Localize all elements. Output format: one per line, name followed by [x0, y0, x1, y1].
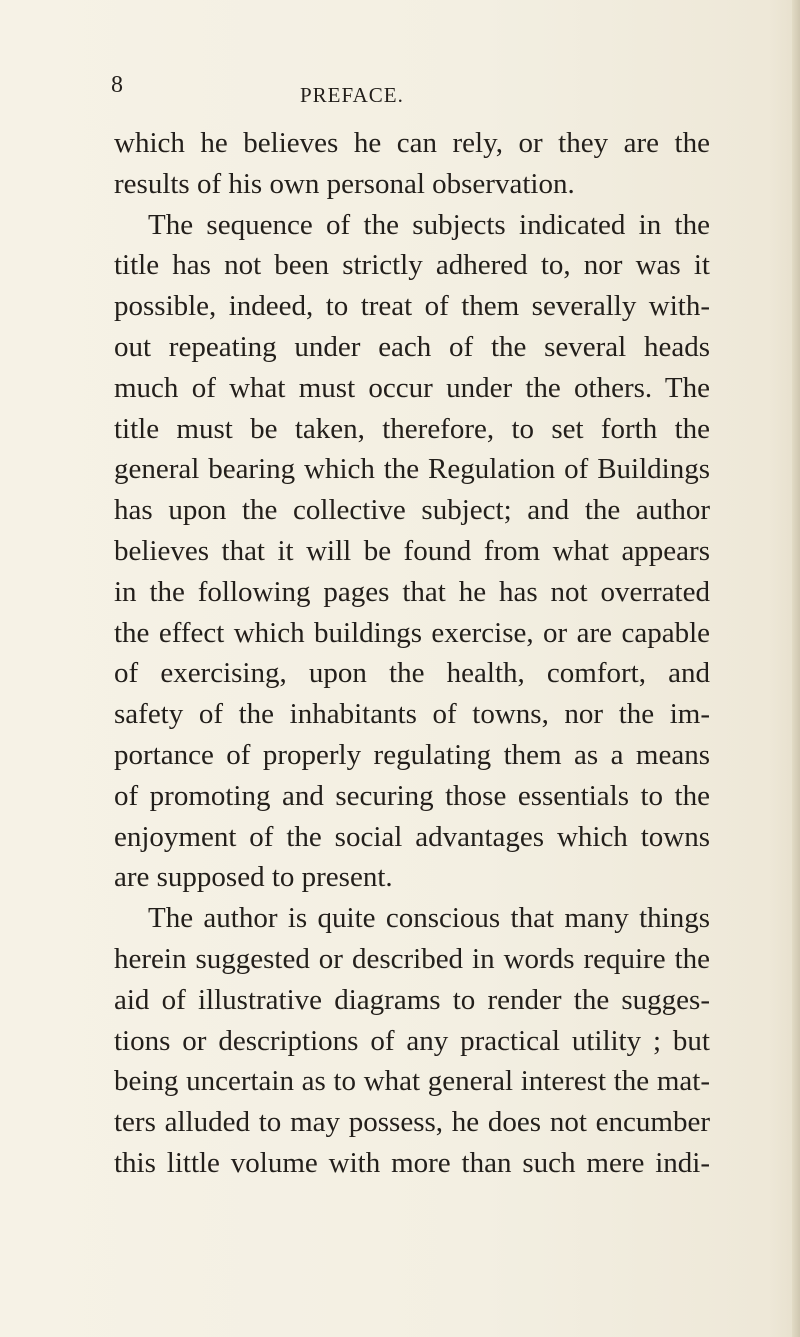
text-line: enjoyment of the social advantages which towns — [114, 820, 710, 853]
text-line: portance of properly regulating them as a means — [114, 738, 710, 771]
running-head: PREFACE. — [300, 83, 404, 107]
paragraph-start-line: The sequence of the subjects indicated in the — [148, 208, 710, 241]
text-line: general bearing which the Regulation of Buildings — [114, 453, 710, 486]
text-line: of exercising, upon the health, comfort, and — [114, 657, 710, 690]
text-line: in the following pages that he has not overrated — [114, 575, 710, 608]
text-line: out repeating under each of the several heads — [114, 330, 710, 363]
text-line: ters alluded to may possess, he does not encumber — [114, 1106, 710, 1139]
page-number: 8 — [111, 72, 123, 98]
text-line: safety of the inhabitants of towns, nor the im- — [114, 698, 710, 731]
text-line: are supposed to present. — [114, 861, 393, 894]
text-line: of promoting and securing those essentials to the — [114, 779, 710, 812]
text-line: title has not been strictly adhered to, nor was it — [114, 249, 710, 282]
text-line: tions or descriptions of any practical utility ; but — [114, 1024, 710, 1057]
paragraph-start-line: The author is quite conscious that many things — [148, 902, 710, 935]
text-line: title must be taken, therefore, to set forth the — [114, 412, 710, 445]
page-edge — [792, 0, 800, 1337]
text-line: aid of illustrative diagrams to render the sugges- — [114, 983, 710, 1016]
text-line: much of what must occur under the others. The — [114, 371, 710, 404]
body-text — [114, 123, 710, 1184]
text-line: herein suggested or described in words require the — [114, 942, 710, 975]
text-line: the effect which buildings exercise, or are capable — [114, 616, 710, 649]
text-line: this little volume with more than such mere indi- — [114, 1146, 710, 1179]
text-line: believes that it will be found from what appears — [114, 534, 710, 567]
text-line: which he believes he can rely, or they are the — [114, 127, 710, 159]
text-line: results of his own personal observation. — [114, 167, 575, 200]
text-line: being uncertain as to what general interest the mat- — [114, 1065, 710, 1098]
text-line: possible, indeed, to treat of them severally with- — [114, 290, 710, 323]
text-line: has upon the collective subject; and the author — [114, 494, 710, 527]
